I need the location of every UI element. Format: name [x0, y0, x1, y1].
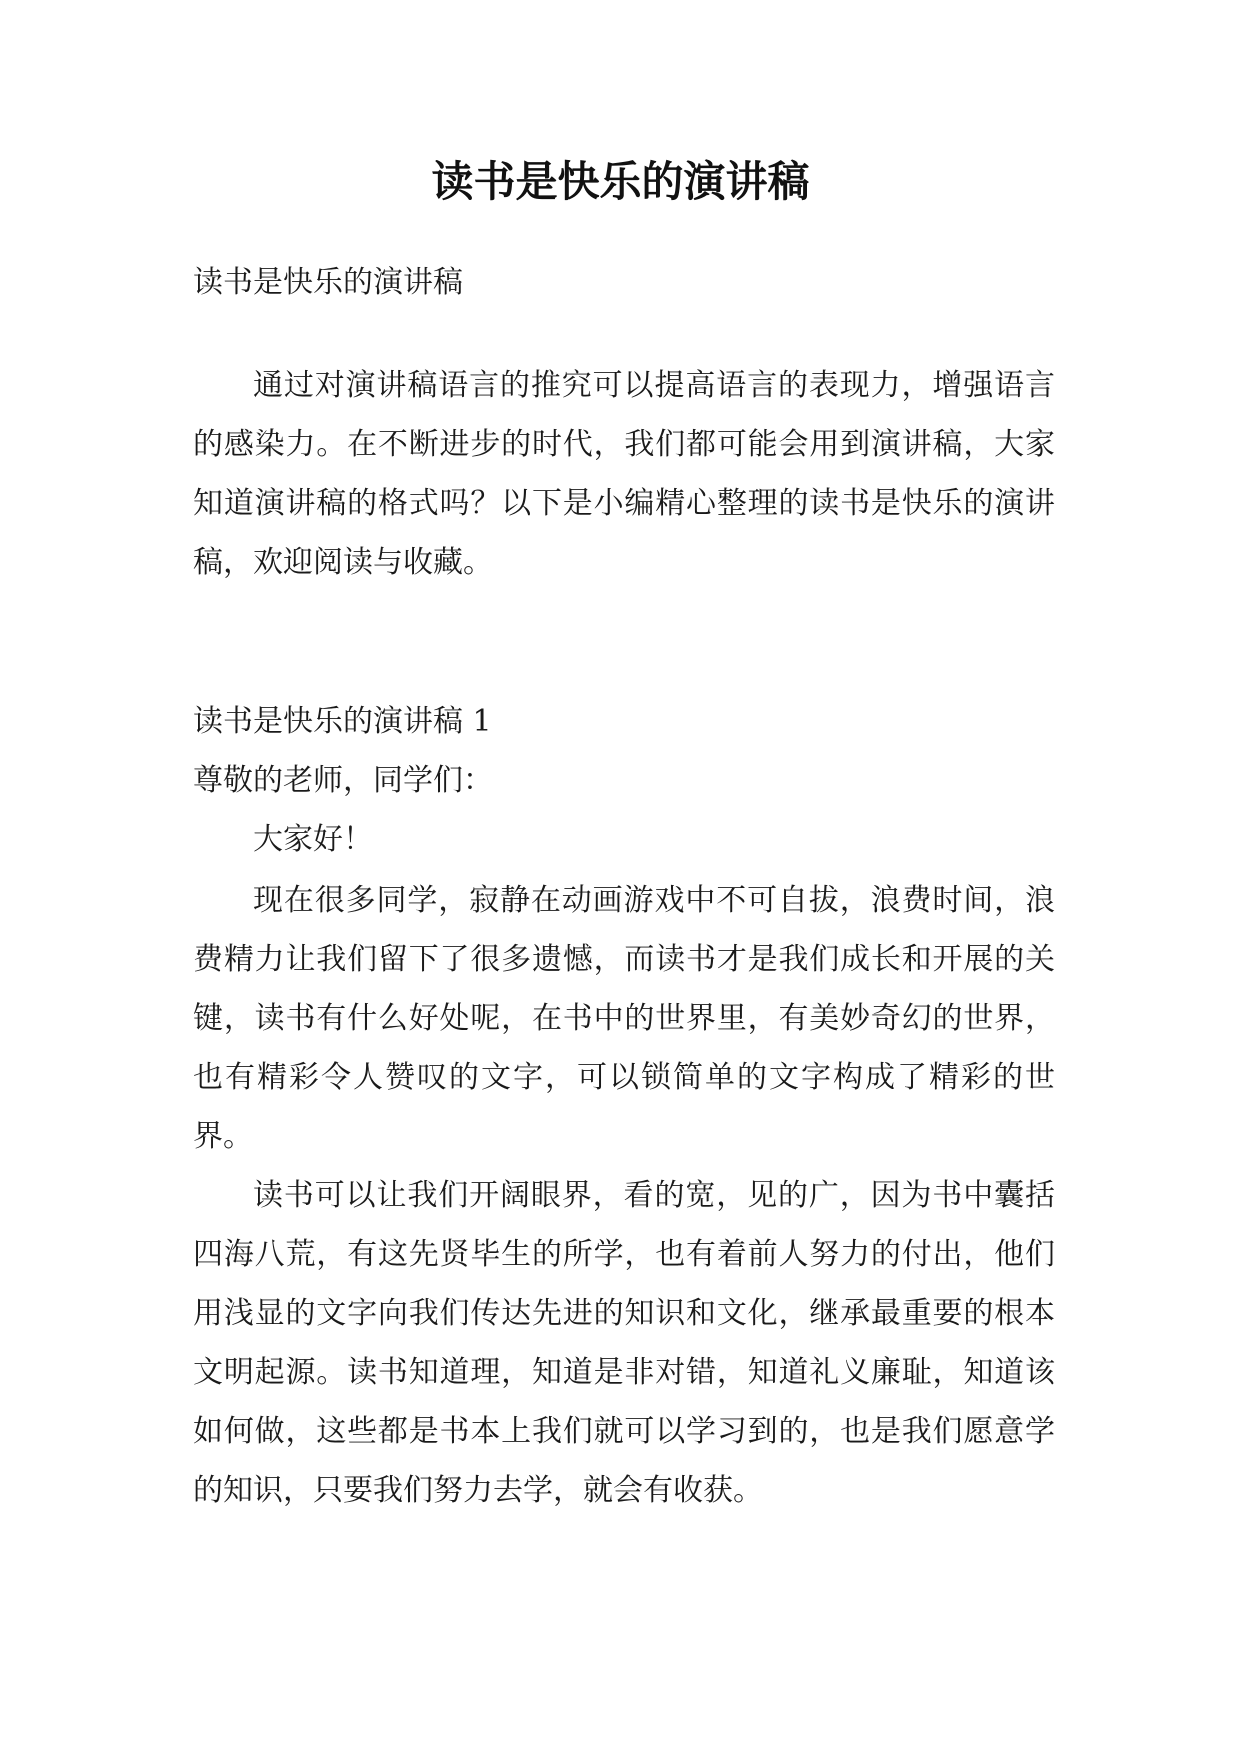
document-title: 读书是快乐的演讲稿	[431, 157, 810, 206]
body-paragraph-2: 读书可以让我们开阔眼界，看的宽，见的广，因为书中囊括四海八荒，有这先贤毕生的所学，也有着前人努力的付出，他们用浅显的文字向我们传达先进的知识和文化，继承最重要的根本文明起源。读书知道理，知道是非对错，知道礼义廉耻，知道该如何做，这些都是书本上我们就可以学习到的，也是我们愿意学的知识，只要我们努力去学，就会有收获。	[193, 1178, 1055, 1508]
salutation: 尊敬的老师，同学们：	[193, 763, 493, 798]
body-paragraph-1: 现在很多同学，寂静在动画游戏中不可自拔，浪费时间，浪费精力让我们留下了很多遗憾，而读书才是我们成长和开展的关键，读书有什么好处呢，在书中的世界里，有美妙奇幻的世界，也有精彩令人赞叹的文字，可以锁简单的文字构成了精彩的世界。	[193, 883, 1055, 1154]
document-subtitle: 读书是快乐的演讲稿	[193, 265, 463, 300]
section-heading: 读书是快乐的演讲稿 1	[193, 704, 492, 739]
greeting: 大家好！	[253, 822, 373, 857]
intro-paragraph: 通过对演讲稿语言的推究可以提高语言的表现力，增强语言的感染力。在不断进步的时代，我们都可能会用到演讲稿，大家知道演讲稿的格式吗？以下是小编精心整理的读书是快乐的演讲稿，欢迎阅读与收藏。	[193, 368, 1055, 580]
